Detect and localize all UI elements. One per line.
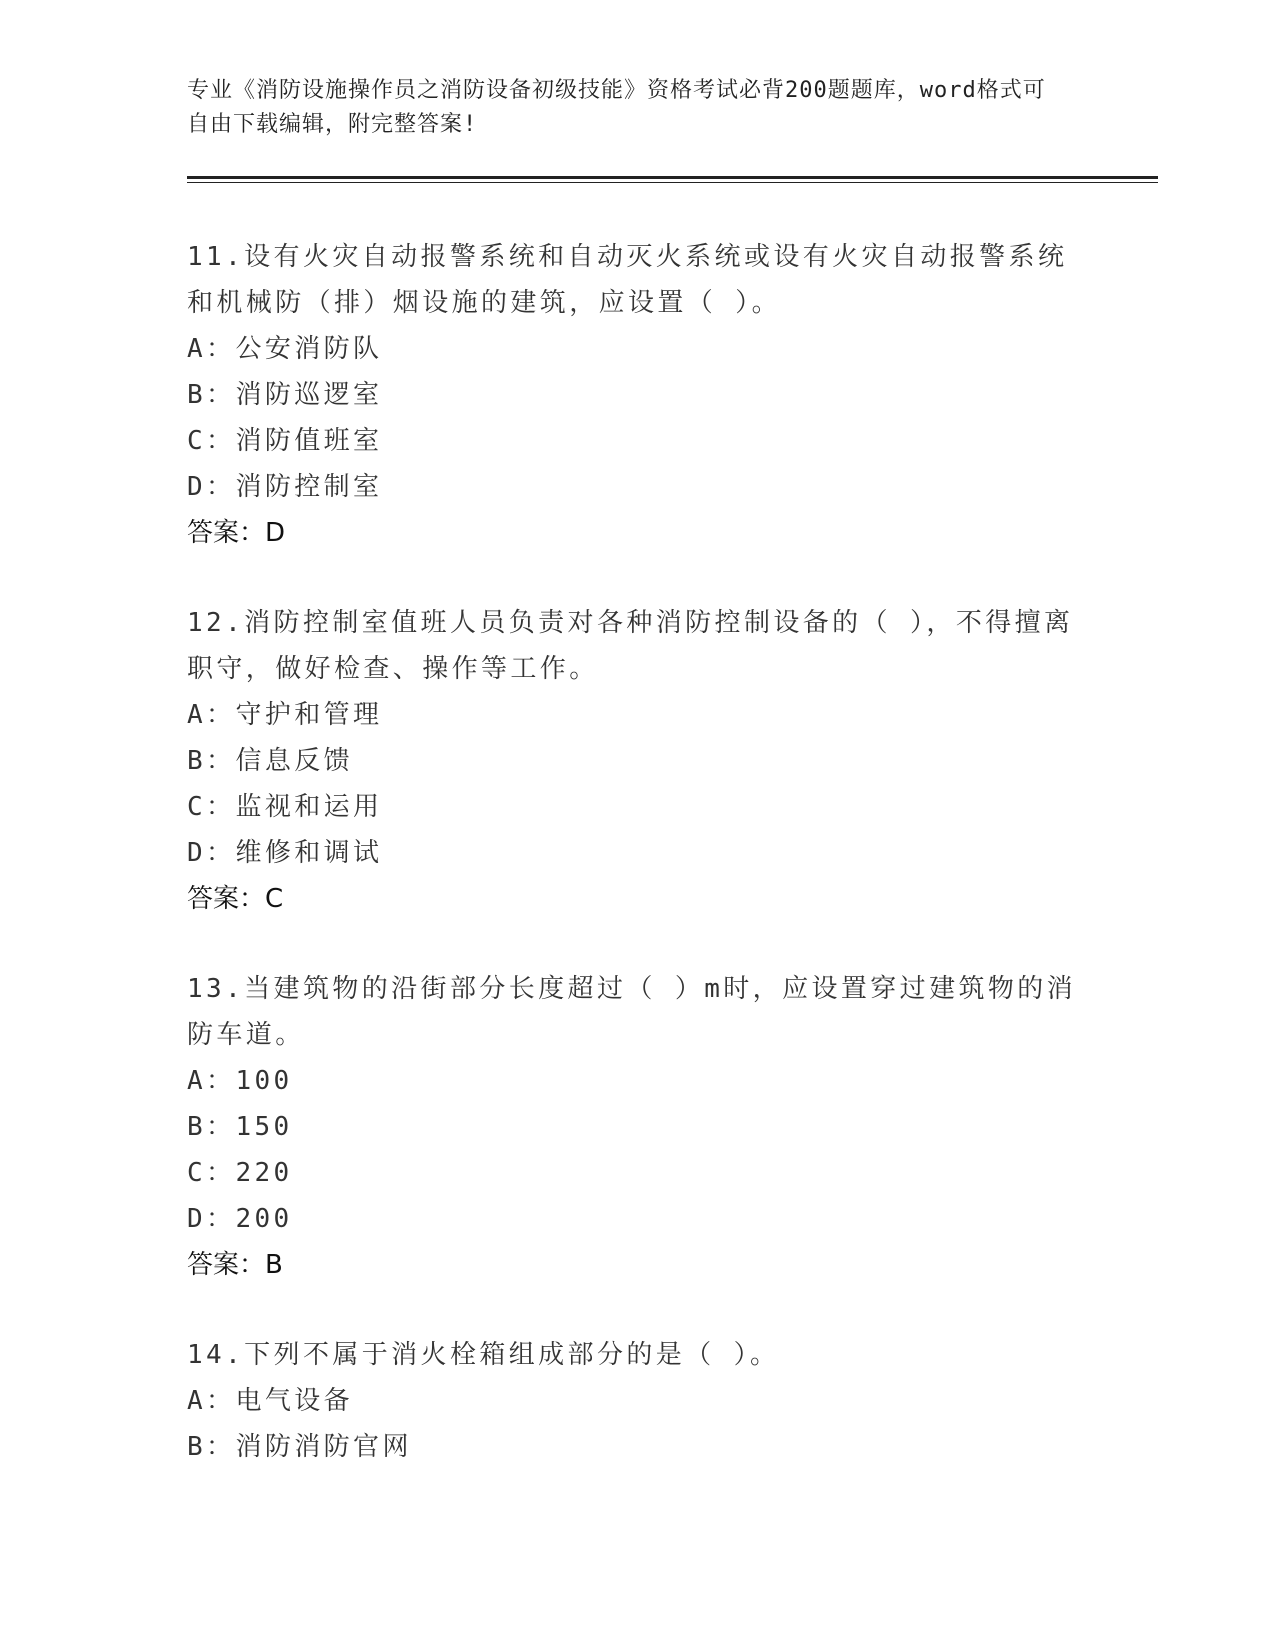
answer: 答案：D	[187, 518, 286, 548]
option-b: B：消防巡逻室	[187, 380, 383, 410]
option-d: D：消防控制室	[187, 472, 383, 502]
option-c: C：监视和运用	[187, 792, 383, 822]
question-text: 11.设有火灾自动报警系统和自动灭火系统或设有火灾自动报警系统和机械防（排）烟设施的建筑，应设置（ ）。	[187, 242, 1068, 318]
document-intro: 专业《消防设施操作员之消防设备初级技能》资格考试必背200题题库，word格式可自由下载编辑，附完整答案!	[187, 78, 1046, 137]
question-text: 14.下列不属于消火栓箱组成部分的是（ ）。	[187, 1340, 780, 1370]
option-b: B：150	[187, 1112, 293, 1142]
header-divider-thick	[187, 176, 1158, 179]
option-b: B：信息反馈	[187, 746, 354, 776]
question-list	[187, 234, 1087, 1514]
option-a: A：公安消防队	[187, 334, 383, 364]
answer: 答案：B	[187, 1250, 283, 1280]
header-divider-thin	[187, 182, 1158, 183]
question-11	[187, 234, 1087, 556]
question-12	[187, 600, 1087, 922]
option-a: A：守护和管理	[187, 700, 383, 730]
answer: 答案：C	[187, 884, 284, 914]
option-a: A：电气设备	[187, 1386, 354, 1416]
option-b: B：消防消防官网	[187, 1432, 412, 1462]
question-text: 13.当建筑物的沿街部分长度超过（ ）m时，应设置穿过建筑物的消防车道。	[187, 974, 1077, 1050]
option-c: C：220	[187, 1158, 293, 1188]
question-13	[187, 966, 1087, 1288]
question-text: 12.消防控制室值班人员负责对各种消防控制设备的（ ），不得擅离职守，做好检查、操作等工作。	[187, 608, 1074, 684]
option-d: D：200	[187, 1204, 293, 1234]
option-a: A：100	[187, 1066, 293, 1096]
option-d: D：维修和调试	[187, 838, 383, 868]
option-c: C：消防值班室	[187, 426, 383, 456]
question-14	[187, 1332, 1087, 1470]
